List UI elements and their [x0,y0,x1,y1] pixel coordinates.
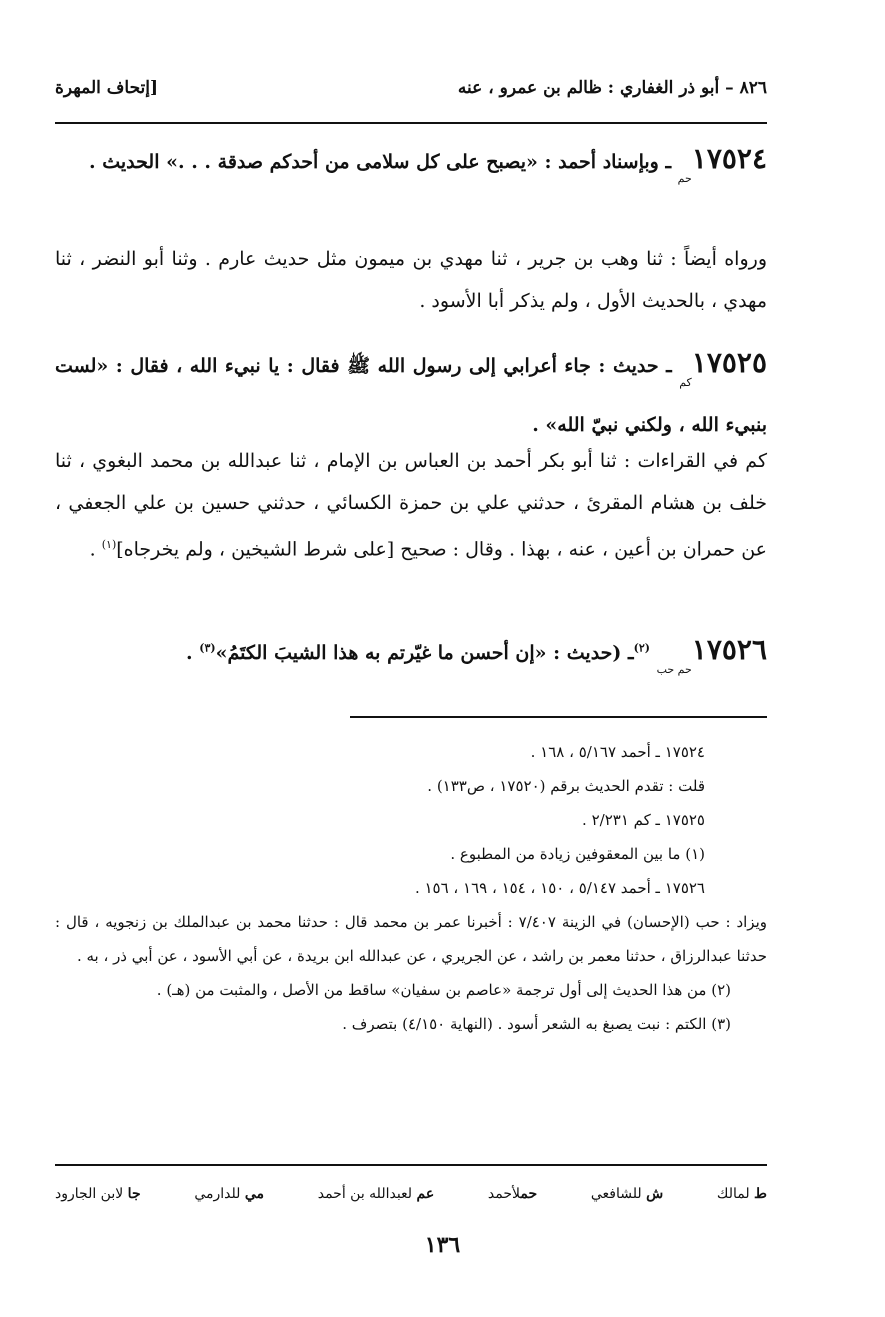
header-divider [55,122,767,124]
paragraph-riwaya [55,238,767,322]
entry-title: ـ (حديث : «إن أحسن ما غيّرتم به هذا الشيبَ الكتَمُ» [215,642,634,665]
footnote-line: (٢) من هذا الحديث إلى أول ترجمة «عاصم بن سفيان» ساقط من الأصل ، والمثبت من (هـ) . [156,981,731,999]
entry-sigla: حم حب [656,663,692,677]
page-number: ١٣٦ [424,1232,461,1258]
entry-17525 [55,342,767,446]
footnote-line: ١٧٥٢٦ ـ أحمد ٥/١٤٧ ، ١٥٠ ، ١٥٤ ، ١٦٩ ، ١٥٦ . [414,879,705,897]
entry-17524 [55,138,767,200]
legend-item: عم لعبدالله بن أحمد [317,1186,435,1202]
entry-sigla: حم [677,172,692,185]
entry-number: ١٧٥٢٤ [691,142,767,175]
entry-number: ١٧٥٢٥ [691,346,767,379]
entry-title: ـ حديث : جاء أعرابي إلى رسول الله ﷺ فقال : يا نبيء الله ، فقال : «لست بنبيء الله ، ولكني نبيّ الله» . [55,355,767,436]
sigla-legend [55,1176,767,1212]
entry-number: ١٧٥٢٦ [691,633,767,667]
paragraph-end: . [89,538,102,561]
paragraph-text: ورواه أيضاً : ثنا وهب بن جرير ، ثنا مهدي بن ميمون مثل حديث عارم . وثنا أبو النضر ، ثنا مهدي ، بالحديث الأول ، ولم يذكر أبا الأسود . [55,248,767,312]
header-book-title: [إتحاف المهرة [55,78,159,98]
entry-sigla: كم [679,376,692,389]
footnote-marker: (١) [101,538,117,551]
footnote-line: ويزاد : حب (الإحسان) في الزينة ٧/٤٠٧ : أخبرنا عمر بن محمد قال : حدثنا محمد بن عبدالملك بن زنجويه ، قال : حدثنا عبدالرزاق ، حدثنا معمر بن راشد ، عن الجريري ، عن عبدالله ابن بريدة ، عن أبي الأسود ، عن أبي ذر ، به . [55,913,767,965]
running-header [55,72,767,104]
legend-item: جا لابن الجارود [55,1186,141,1202]
footnote-marker: (٢) [633,642,650,655]
header-chapter-title: ٨٢٦ – أبو ذر الغفاري : ظالم بن عمرو ، عنه [457,78,767,98]
footnote-line: (١) ما بين المعقوفين زيادة من المطبوع . [450,845,705,863]
footnote-marker: (٣) [199,642,216,655]
paragraph-text: كم في القراءات : ثنا أبو بكر أحمد بن العباس بن الإمام ، ثنا عبدالله بن محمد البغوي ، ثنا خلف بن هشام المقرئ ، حدثني علي بن حمزة الكسائي ، حدثني حسين بن علي الجعفي ، عن حمران بن أعين ، عنه ، بهذا . وقال : صحيح [على شرط الشيخين ، ولم يخرجاه] [55,450,767,561]
paragraph-qiraat [55,440,767,570]
legend-divider [55,1164,767,1166]
legend-item: حملأحمد [487,1186,538,1202]
entry-title: ـ وبإسناد أحمد : «يصبح على كل سلامى من أحدكم صدقة . . .» الحديث . [89,151,672,173]
entry-end: . [186,642,200,665]
footnote-line: قلت : تقدم الحديث برقم (١٧٥٢٠ ، ص١٣٣) . [427,777,705,795]
footnote-divider [350,716,767,718]
footnotes [55,735,767,1041]
footnote-line: ١٧٥٢٥ ـ كم ٢/٢٣١ . [582,811,705,829]
entry-17526 [55,628,767,691]
footnote-line: ١٧٥٢٤ ـ أحمد ٥/١٦٧ ، ١٦٨ . [530,743,705,761]
legend-item: ش للشافعي [590,1186,664,1202]
legend-item: مي للدارمي [194,1186,265,1202]
footnote-line: (٣) الكتم : نبت يصبغ به الشعر أسود . (النهاية ٤/١٥٠) بتصرف . [342,1015,731,1033]
legend-item: ط لمالك [716,1186,767,1202]
